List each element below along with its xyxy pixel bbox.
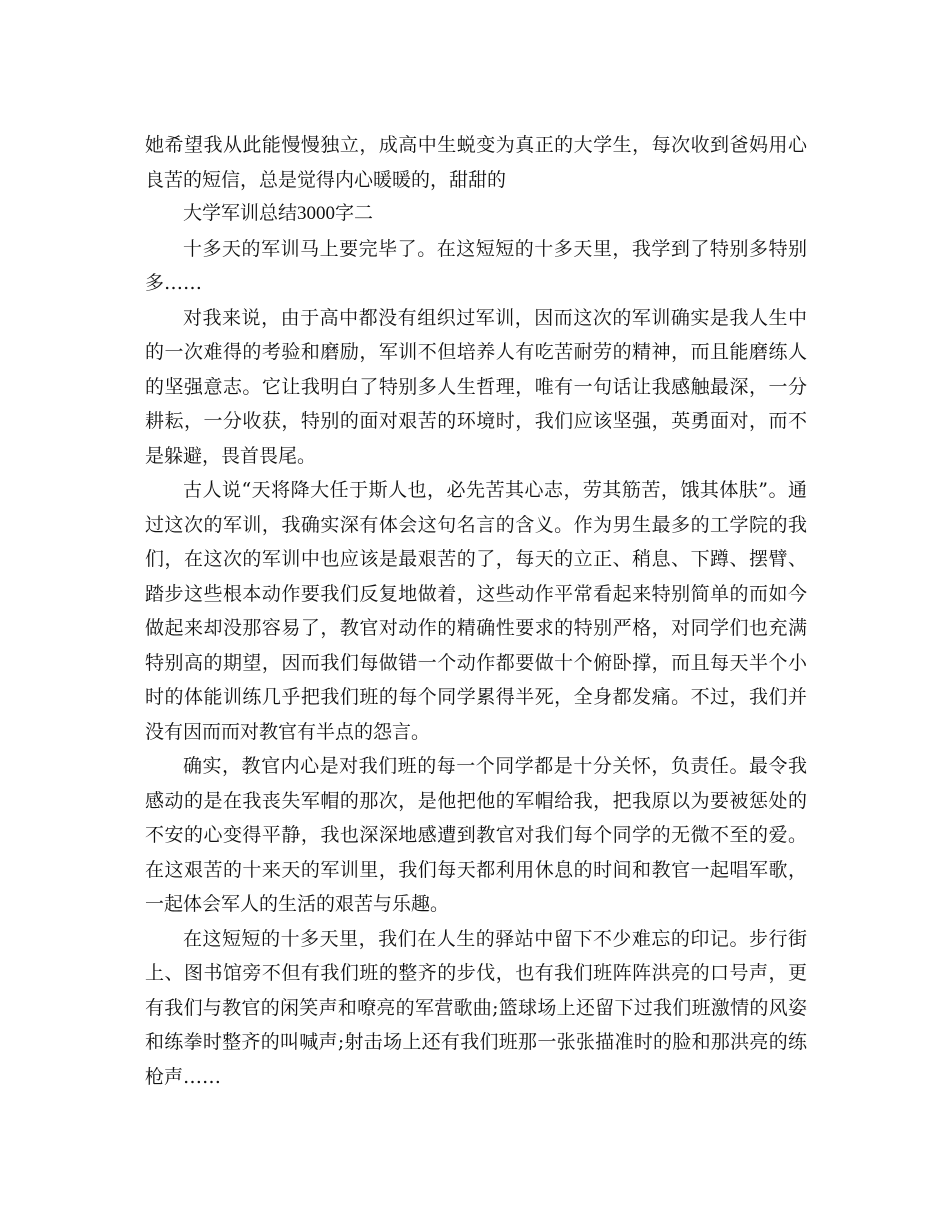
section-heading: 大学军训总结3000字二 (183, 203, 374, 224)
paragraph-memories: 在这短短的十多天里，我们在人生的驿站中留下不少难忘的印记。步行街上、图书馆旁不但有我们班的整齐的步伐，也有我们班阵阵洪亮的口号声，更有我们与教官的闲笑声和嘹亮的军营歌曲;篮球场上还留下过我们班激情的风姿和练拳时整齐的叫喊声;射击场上还有我们班那一张张描准时的脸和那洪亮的练枪声…… (145, 927, 807, 1088)
paragraph-instructor: 确实，教官内心是对我们班的每一个同学都是十分关怀，负责任。最令我感动的是在我丧失军帽的那次，是他把他的军帽给我，把我原以为要被惩处的不安的心变得平静，我也深深地感遭到教官对我们每个同学的无微不至的爱。在这艰苦的十来天的军训里，我们每天都利用休息的时间和教官一起唱军歌，一起体会军人的生活的艰苦与乐趣。 (145, 755, 807, 915)
document-body (145, 128, 807, 1094)
paragraph-intro: 十多天的军训马上要完毕了。在这短短的十多天里，我学到了特别多特别多…… (145, 237, 807, 294)
paragraph-hardship: 古人说“天将降大任于斯人也，必先苦其心志，劳其筋苦，饿其体肤”。通过这次的军训，我确实深有体会这句名言的含义。作为男生最多的工学院的我们，在这次的军训中也应该是最艰苦的了，每天的立正、稍息、下蹲、摆臂、踏步这些根本动作要我们反复地做着，这些动作平常看起来特别简单的而如今做起来却没那容易了，教官对动作的精确性要求的特别严格，对同学们也充满特别高的期望，因而我们每做错一个动作都要做十个俯卧撑，而且每天半个小时的体能训练几乎把我们班的每个同学累得半死，全身都发痛。不过，我们并没有因而而对教官有半点的怨言。 (145, 479, 807, 743)
paragraph-meaning: 对我来说，由于高中都没有组织过军训，因而这次的军训确实是我人生中的一次难得的考验和磨励，军训不但培养人有吃苦耐劳的精神，而且能磨练人的坚强意志。它让我明白了特别多人生哲理，唯有一句话让我感触最深，一分耕耘，一分收获，特别的面对艰苦的环境时，我们应该坚强，英勇面对，而不是躲避，畏首畏尾。 (145, 306, 807, 467)
paragraph-continuation: 她希望我从此能慢慢独立，成高中生蜕变为真正的大学生，每次收到爸妈用心良苦的短信，总是觉得内心暖暖的，甜甜的 (145, 134, 807, 191)
